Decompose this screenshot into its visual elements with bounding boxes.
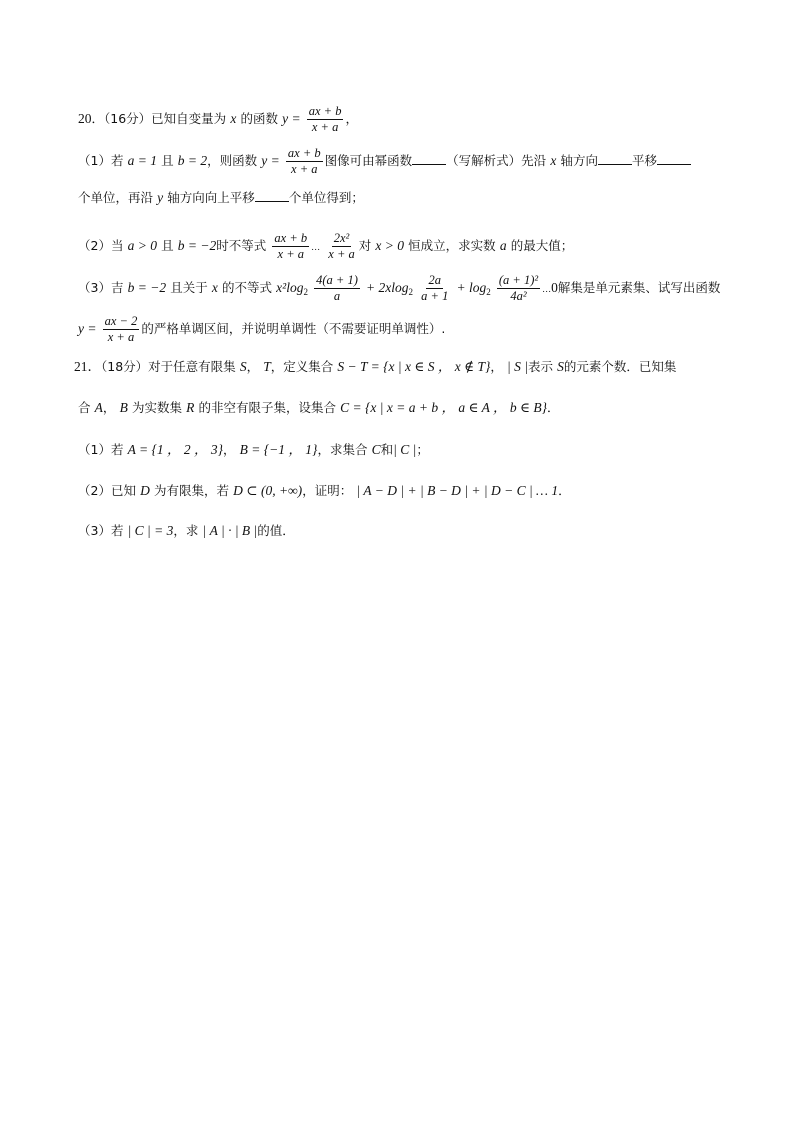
q20-p2-var-a: a bbox=[499, 238, 507, 253]
q20-p2-frac2-num: 2x² bbox=[333, 231, 350, 245]
q20-p3-fraction4 bbox=[103, 314, 140, 345]
q20-stem bbox=[78, 104, 734, 135]
q21-comma1: ， bbox=[246, 359, 260, 374]
q20-p1-cond2: b = 2 bbox=[177, 153, 208, 168]
q21-stem1: 对于任意有限集 bbox=[148, 359, 236, 374]
q20-p1-text6: 个单位，再沿 bbox=[78, 190, 154, 205]
q21-p3-end: 的值． bbox=[257, 523, 295, 538]
q20-fraction bbox=[307, 104, 344, 135]
q20-p3-term2-sub: 2 bbox=[408, 287, 413, 297]
q20-p2-frac1-den: x + a bbox=[277, 247, 305, 261]
q20-p3-frac4-num: ax − 2 bbox=[104, 314, 138, 328]
q20-comma: ， bbox=[345, 111, 358, 126]
q21-stem-line2 bbox=[78, 399, 734, 418]
q20-part3-line2 bbox=[78, 314, 734, 345]
q21-p2-text1: 为有限集，若 bbox=[153, 483, 229, 498]
q21-part3 bbox=[78, 522, 734, 541]
q20-p3-frac3-num: (a + 1)² bbox=[498, 273, 539, 287]
q20-p3-term3-prefix: + log bbox=[456, 280, 487, 295]
q20-part1-line2 bbox=[78, 189, 734, 208]
q20-frac-den: x + a bbox=[311, 120, 339, 134]
q20-p1-y-eq: y = bbox=[261, 153, 280, 168]
q20-p2-cond1: a > 0 bbox=[127, 238, 157, 253]
q20-p2-frac1-num: ax + b bbox=[274, 231, 308, 245]
q20-p1-text2: 图像可由幂函数 bbox=[324, 153, 413, 168]
q21-set-t: T bbox=[263, 359, 271, 374]
q20-p2-text1: 时不等式 bbox=[216, 238, 267, 253]
q21-part1 bbox=[78, 441, 734, 460]
q20-p2-label: （2）当 bbox=[78, 238, 124, 253]
q21-p3-condition: | C | = 3 bbox=[127, 523, 174, 538]
q21-set-b: B bbox=[119, 400, 128, 415]
q21-p1-text1: ，求集合 bbox=[317, 442, 368, 457]
q20-p1-cond1: a = 1 bbox=[127, 153, 157, 168]
q20-p1-text1: ，则函数 bbox=[207, 153, 258, 168]
q20-p1-text8: 个单位得到； bbox=[288, 190, 364, 205]
q21-p1-label: （1）若 bbox=[78, 442, 124, 457]
q20-p3-frac2-den: a + 1 bbox=[421, 289, 449, 303]
q20-part3-line1 bbox=[78, 273, 734, 304]
q20-p3-fraction3 bbox=[497, 273, 540, 304]
q20-p1-fraction bbox=[286, 146, 323, 177]
q21-part2 bbox=[78, 482, 734, 501]
q21-p2-subset: D ⊂ (0, +∞) bbox=[233, 483, 303, 498]
q20-frac-num: ax + b bbox=[308, 104, 342, 118]
q20-p3-text3: 解集是单元素集、试写出函数 bbox=[557, 280, 721, 295]
q20-p2-fraction1 bbox=[272, 231, 309, 262]
q20-p3-y-eq: y = bbox=[78, 321, 97, 336]
q20-p3-cond1: b = −2 bbox=[127, 280, 167, 295]
q20-part1-line1 bbox=[78, 146, 734, 177]
q20-p3-frac3-den: 4a² bbox=[510, 289, 527, 303]
q21-line2-a: 合 bbox=[78, 400, 91, 415]
q20-p3-term3-sub: 2 bbox=[486, 287, 491, 297]
q20-p3-var-x: x bbox=[211, 280, 218, 295]
q21-p3-label: （3）若 bbox=[78, 523, 124, 538]
q21-p3-expression: | A | · | B | bbox=[202, 523, 258, 538]
answer-blank-shift-x[interactable] bbox=[657, 152, 691, 165]
q21-p1-set-c: C bbox=[371, 442, 381, 457]
q20-score: （16分） bbox=[104, 111, 152, 126]
q20-p3-relation: … bbox=[542, 284, 552, 294]
q21-p1-end: ； bbox=[416, 442, 429, 457]
q20-p2-text3: 恒成立，求实数 bbox=[408, 238, 496, 253]
q20-p3-text2: 的不等式 bbox=[222, 280, 273, 295]
q20-p1-text7: 轴方向向上平移 bbox=[167, 190, 255, 205]
q20-stem-text2: 的函数 bbox=[240, 111, 278, 126]
q20-p2-cond2: b = −2 bbox=[177, 238, 217, 253]
q20-p1-frac-den: x + a bbox=[291, 162, 318, 176]
q21-difference-definition: S − T = {x | x ∈ S ， x ∉ T} bbox=[337, 359, 491, 374]
q21-p2-end: ． bbox=[558, 483, 571, 498]
q21-cardinality: | S | bbox=[507, 359, 528, 374]
q20-p1-var-x: x bbox=[550, 153, 557, 168]
q20-p3-frac2-num: 2a bbox=[428, 273, 441, 287]
q20-y-eq: y = bbox=[282, 111, 301, 126]
q20-p3-term1-sub: 2 bbox=[303, 287, 308, 297]
q20-p3-term2-prefix: + 2xlog bbox=[366, 280, 409, 295]
q20-part2 bbox=[78, 231, 734, 262]
q21-p2-expression: | A − D | + | B − D | + | D − C | … 1 bbox=[356, 483, 559, 498]
q20-number-dot: ． bbox=[91, 111, 105, 126]
q21-p1-sep: ， bbox=[223, 442, 236, 457]
q21-stem4: 表示 bbox=[527, 359, 553, 374]
q20-p1-text5: 平移 bbox=[631, 153, 657, 168]
q20-p3-label: （3）吉 bbox=[78, 280, 124, 295]
q20-p1-text4: 轴方向 bbox=[560, 153, 598, 168]
q20-stem-text: 已知自变量为 bbox=[151, 111, 227, 126]
q21-p1-card-c: | C | bbox=[393, 442, 417, 457]
q21-set-s2: S bbox=[557, 359, 564, 374]
q21-set-s: S bbox=[239, 359, 247, 374]
q20-p3-fraction2 bbox=[419, 273, 450, 304]
q20-var-x: x bbox=[230, 111, 237, 126]
q20-p2-text2: 对 bbox=[358, 238, 372, 253]
q21-comma2: ， bbox=[102, 400, 116, 415]
q20-p1-label: （1）若 bbox=[78, 153, 124, 168]
q21-p3-text1: ，求 bbox=[173, 523, 199, 538]
answer-blank-shift-y[interactable] bbox=[255, 189, 289, 202]
q21-line2-b: 为实数集 bbox=[131, 400, 182, 415]
q20-p2-fraction2 bbox=[326, 231, 356, 262]
q21-line2-d: ． bbox=[546, 400, 560, 415]
q20-p2-cond3: x > 0 bbox=[375, 238, 405, 253]
q20-p1-and: 且 bbox=[161, 153, 174, 168]
q21-p1-and: 和 bbox=[380, 442, 394, 457]
q20-p1-text3: （写解析式）先沿 bbox=[446, 153, 547, 168]
q20-p2-frac2-den: x + a bbox=[328, 247, 355, 261]
q20-p3-frac1-num: 4(a + 1) bbox=[316, 273, 358, 287]
q21-stem2: ，定义集合 bbox=[270, 359, 334, 374]
q20-p2-relation: … bbox=[311, 242, 321, 252]
q20-p3-text4: 的严格单调区间，并说明单调性（不需要证明单调性）. bbox=[141, 321, 446, 336]
q20-p3-frac1-den: a bbox=[333, 289, 341, 303]
q21-p2-text2: ，证明： bbox=[302, 483, 353, 498]
q21-line2-c: 的非空有限子集，设集合 bbox=[198, 400, 337, 415]
q21-set-r: R bbox=[186, 400, 195, 415]
q20-p3-text1: 且关于 bbox=[170, 280, 208, 295]
q21-p2-set-d: D bbox=[140, 483, 150, 498]
q21-stem3: ， bbox=[490, 359, 503, 374]
q21-number: 21． bbox=[74, 359, 101, 374]
q20-p3-zero: 0 bbox=[551, 280, 558, 295]
q20-p2-text4: 的最大值； bbox=[510, 238, 574, 253]
q21-stem5: 的元素个数．已知集 bbox=[563, 359, 677, 374]
q21-p1-set-b: B = {−1 ， 1} bbox=[239, 442, 318, 457]
q20-p3-frac4-den: x + a bbox=[107, 330, 135, 344]
q21-set-a: A bbox=[94, 400, 103, 415]
answer-blank-power-function[interactable] bbox=[412, 152, 446, 165]
q20-p1-var-y: y bbox=[157, 190, 164, 205]
answer-blank-direction[interactable] bbox=[598, 152, 632, 165]
q20-p2-and: 且 bbox=[161, 238, 174, 253]
q21-score: （18分） bbox=[101, 359, 149, 374]
q20-number: 20 bbox=[78, 111, 92, 126]
q21-p1-set-a: A = {1 ， 2 ， 3} bbox=[127, 442, 224, 457]
q21-p2-label: （2）已知 bbox=[78, 483, 136, 498]
q21-set-c-definition: C = {x | x = a + b ， a ∈ A ， b ∈ B} bbox=[340, 400, 547, 415]
q20-p1-frac-num: ax + b bbox=[287, 146, 321, 160]
q20-p3-fraction1 bbox=[314, 273, 360, 304]
q21-stem-line1 bbox=[74, 358, 734, 377]
q20-p3-term1-prefix: x²log bbox=[276, 280, 304, 295]
